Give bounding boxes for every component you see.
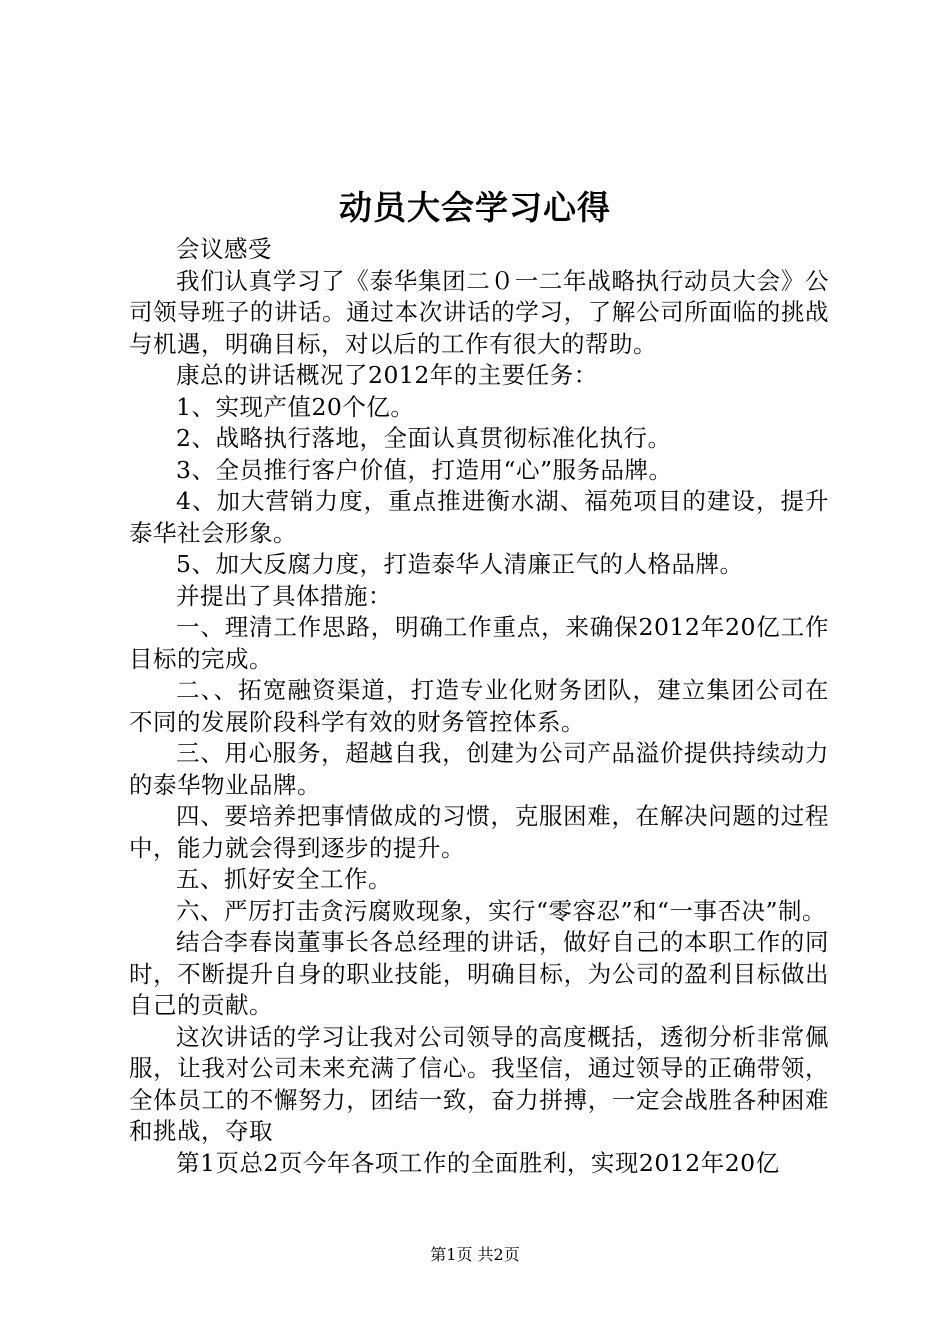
- paragraph: 第1页总2页今年各项工作的全面胜利，实现2012年20亿: [176, 1148, 780, 1177]
- paragraph: 六、严厉打击贪污腐败现象，实行“零容忍”和“一事否决”制。: [176, 896, 827, 925]
- paragraph: 4、加大营销力度，重点推进衡水湖、福苑项目的建设，提升泰华社会形象。: [129, 487, 829, 547]
- paragraph: 1、实现产值20个亿。: [176, 392, 415, 421]
- paragraph: 四、要培养把事情做成的习惯，克服困难，在解决问题的过程中，能力就会得到逐步的提升。: [129, 802, 829, 862]
- paragraph: 2、战略执行落地，全面认真贯彻标准化执行。: [176, 424, 672, 452]
- paragraph: 我们认真学习了《泰华集团二０一二年战略执行动员大会》公司领导班子的讲话。通过本次讲话的学习，了解公司所面临的挑战与机遇，明确目标，对以后的工作有很大的帮助。: [129, 266, 829, 358]
- paragraph: 5、加大反腐力度，打造泰华人清廉正气的人格品牌。: [176, 550, 744, 578]
- paragraph: 二、、拓宽融资渠道，打造专业化财务团队，建立集团公司在不同的发展阶段科学有效的财务管控体系。: [129, 676, 829, 736]
- page-footer: 第1页 共2页: [430, 1245, 520, 1264]
- paragraph: 康总的讲话概况了2012年的主要任务：: [176, 361, 598, 389]
- paragraph: 并提出了具体措施：: [176, 581, 392, 610]
- document-body: [129, 234, 829, 1179]
- paragraph: 三、用心服务，超越自我，创建为公司产品溢价提供持续动力的泰华物业品牌。: [129, 739, 829, 799]
- paragraph: 会议感受: [176, 235, 272, 263]
- paragraph: 五、抓好安全工作。: [176, 865, 392, 893]
- paragraph: 3、全员推行客户价值，打造用“心”服务品牌。: [176, 455, 673, 484]
- paragraph: 结合李春岗董事长各总经理的讲话，做好自己的本职工作的同时，不断提升自身的职业技能，明确目标，为公司的盈利目标做出自己的贡献。: [129, 928, 829, 1019]
- document-title: 动员大会学习心得: [339, 188, 611, 227]
- paragraph: 一、理清工作思路，明确工作重点，来确保2012年20亿工作目标的完成。: [129, 613, 829, 673]
- paragraph: 这次讲话的学习让我对公司领导的高度概括，透彻分析非常佩服，让我对公司未来充满了信心。我坚信，通过领导的正确带领，全体员工的不懈努力，团结一致，奋力拼搏，一定会战胜各种困难和挑战，夺取: [129, 1022, 829, 1145]
